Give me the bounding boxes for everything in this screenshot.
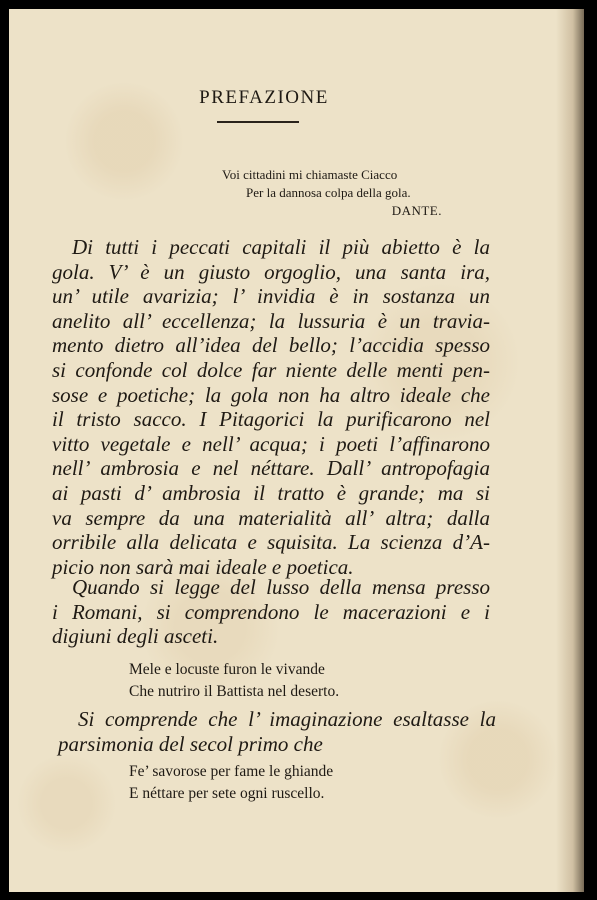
verse-line: Che nutriro il Battista nel deserto. xyxy=(129,683,340,700)
text-line: va sempre da una materialità all’ altra; dalla xyxy=(52,505,490,530)
verse-line: Fe’ savorose per fame le ghiande xyxy=(129,763,334,780)
paragraph-2 xyxy=(52,575,490,649)
text-line: gola. V’ è un giusto orgoglio, una santa ira, xyxy=(52,259,490,284)
text-line: Si comprende che l’ imaginazione esaltasse la xyxy=(78,707,496,731)
text-line: il tristo sacco. I Pitagorici la purificarono nel xyxy=(52,407,490,432)
text-line: ai pasti d’ ambrosia il tratto è grande; ma si xyxy=(52,480,490,505)
page-edge-shadow xyxy=(556,9,584,892)
epigraph-line: Voi cittadini mi chiamaste Ciacco xyxy=(222,167,398,182)
text-line: i Romani, si comprendono le macerazioni e i xyxy=(52,599,490,624)
epigraph-author: DANTE. xyxy=(391,203,442,218)
text-line: sose e poetiche; la gola non ha altro ideale che xyxy=(52,382,490,407)
title-rule xyxy=(217,121,299,123)
verse-quote-2 xyxy=(129,761,449,805)
text-line: orribile alla delicata e squisita. La scienza d’A- xyxy=(52,530,490,555)
epigraph xyxy=(222,166,472,220)
page-title: PREFAZIONE xyxy=(199,87,329,108)
paragraph-1 xyxy=(52,235,490,579)
text-line: parsimonia del secol primo che xyxy=(58,731,323,756)
verse-line: E néttare per sete ogni ruscello. xyxy=(129,785,325,802)
text-line: nell’ ambrosia e nel néttare. Dall’ antropofagia xyxy=(52,456,490,481)
text-line: Di tutti i peccati capitali il più abietto è la xyxy=(72,235,490,259)
verse-quote-1 xyxy=(129,659,449,703)
text-line: si confonde col dolce far niente delle menti pen- xyxy=(52,357,490,382)
text-line: anelito all’ eccellenza; la lussuria è un travia- xyxy=(52,308,490,333)
paragraph-3 xyxy=(58,707,496,756)
text-line: vitto vegetale e nell’ acqua; i poeti l’affinarono xyxy=(52,431,490,456)
text-line: digiuni degli asceti. xyxy=(52,624,219,649)
epigraph-line: Per la dannosa colpa della gola. xyxy=(246,185,411,200)
text-line: un’ utile avarizia; l’ invidia è in sostanza un xyxy=(52,284,490,309)
text-line: mento dietro all’idea del bello; l’accidia spesso xyxy=(52,333,490,358)
text-line: Quando si legge del lusso della mensa presso xyxy=(72,575,490,599)
book-page xyxy=(9,9,584,892)
text-line: picio non sarà mai ideale e poetica. xyxy=(52,554,354,579)
verse-line: Mele e locuste furon le vivande xyxy=(129,661,325,678)
